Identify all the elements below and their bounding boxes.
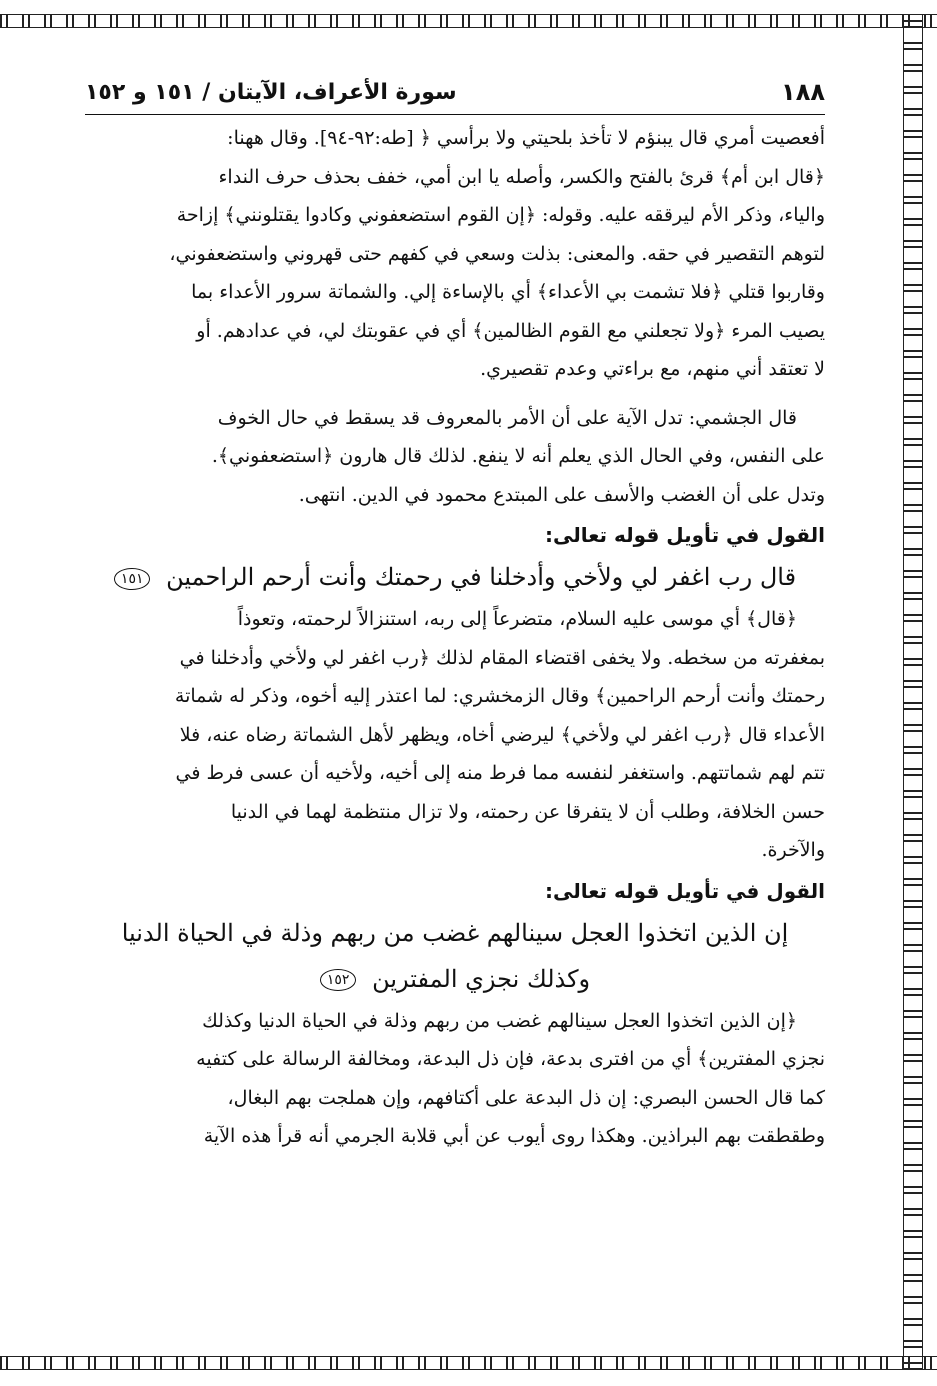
text-line: والآخرة. xyxy=(761,839,825,861)
text-line: رحمتك وأنت أرحم الراحمين﴾ وقال الزمخشري: لما اعتذر إليه أخوه، وذكر له شماتة xyxy=(174,685,825,707)
paragraph-3 xyxy=(85,600,825,870)
quran-verse-152 xyxy=(85,910,825,1002)
text-line: على النفس، وفي الحال الذي يعلم أنه لا ينفع. لذلك قال هارون ﴿استضعفوني﴾. xyxy=(211,445,825,467)
text-line: ﴿قال﴾ أي موسى عليه السلام، متضرعاً إلى ربه، استنزالاً لرحمته، وتعوذاً xyxy=(237,608,797,630)
text-line: بمغفرته من سخطه. ولا يخفى اقتضاء المقام لذلك ﴿رب اغفر لي ولأخي وأدخلنا في xyxy=(179,646,825,669)
running-title: سورة الأعراف، الآيتان / ١٥١ و ١٥٢ xyxy=(85,79,457,105)
quran-verse-151 xyxy=(85,554,825,600)
verse-number-marker: ١٥٢ xyxy=(320,969,357,991)
text-line: يصيب المرء ﴿ولا تجعلني مع القوم الظالمين﴾ أي في عقوبتك لي، في عدادهم. أو xyxy=(196,319,825,342)
text-line: وتدل على أن الغضب والأسف على المبتدع محمود في الدين. انتهى. xyxy=(298,483,825,506)
text-line: نجزي المفترين﴾ أي من افترى بدعة، فإن ذل البدعة، ومخالفة الرسالة على كتفيه xyxy=(196,1048,825,1070)
verse-text-line-1: إن الذين اتخذوا العجل سينالهم غضب من ربهم وذلة في الحياة الدنيا xyxy=(121,918,789,947)
verse-text-line-2: وكذلك نجزي المفترين xyxy=(372,964,591,993)
section-heading-2: القول في تأويل قوله تعالى: xyxy=(545,878,825,903)
text-line: قال الجشمي: تدل الآية على أن الأمر بالمعروف قد يسقط في حال الخوف xyxy=(217,406,797,429)
text-line: أفعصيت أمري قال يبنؤم لا تأخذ بلحيتي ولا برأسي ﴿ [طه:٩٢-٩٤]. وقال ههنا: xyxy=(227,127,825,149)
border-right-ornament xyxy=(903,14,923,1370)
paragraph-1 xyxy=(85,119,825,389)
text-line: وطقطقت بهم البراذين. وهكذا روى أيوب عن أبي قلابة الجرمي أنه قرأ هذه الآية xyxy=(203,1125,825,1147)
text-line: والياء، وذكر الأم ليرققه عليه. وقوله: ﴿إن القوم استضعفوني وكادوا يقتلونني﴾ إزاحة xyxy=(176,204,825,226)
verse-number-marker: ١٥١ xyxy=(114,568,151,590)
text-line: لا تعتقد أني منهم، مع براءتي وعدم تقصيري. xyxy=(480,358,825,380)
text-line: الأعداء قال ﴿رب اغفر لي ولأخي﴾ ليرضي أخاه، ويظهر لأهل الشماتة رضاه عنه، فلا xyxy=(179,723,825,746)
text-line: كما قال الحسن البصري: إن ذل البدعة على أكتافهم، وإن هملجت بهم البغال، xyxy=(227,1086,825,1109)
running-header xyxy=(85,70,825,115)
text-line: تتم لهم شماتتهم. واستغفر لنفسه مما فرط منه إلى أخيه، ولأخيه أن عسى فرط في xyxy=(175,762,825,784)
text-line: حسن الخلافة، وطلب أن لا يتفرقا عن رحمته، ولا تزال منتظمة لهما في الدنيا xyxy=(230,800,825,823)
border-bottom-ornament xyxy=(0,1356,937,1370)
page-number: ١٨٨ xyxy=(781,78,825,106)
verse-text: قال رب اغفر لي ولأخي وأدخلنا في رحمتك وأنت أرحم الراحمين xyxy=(166,563,797,591)
paragraph-4 xyxy=(85,1002,825,1156)
text-line: لتوهم التقصير في حقه. والمعنى: بذلت وسعي في كفهم حتى قهروني واستضعفوني، xyxy=(169,242,825,265)
paragraph-2 xyxy=(85,399,825,515)
text-line: وقاربوا قتلي ﴿فلا تشمت بي الأعداء﴾ أي بالإساءة إلي. والشماتة سرور الأعداء بما xyxy=(191,281,825,303)
border-top-ornament xyxy=(0,14,937,28)
text-line: ﴿إن الذين اتخذوا العجل سينالهم غضب من ربهم وذلة في الحياة الدنيا وكذلك xyxy=(202,1009,797,1032)
section-heading-1: القول في تأويل قوله تعالى: xyxy=(545,523,825,547)
text-line: ﴿قال ابن أم﴾ قرئ بالفتح والكسر، وأصله يا ابن أمي، خفف بحذف حرف النداء xyxy=(218,165,825,188)
book-page xyxy=(85,70,825,1320)
